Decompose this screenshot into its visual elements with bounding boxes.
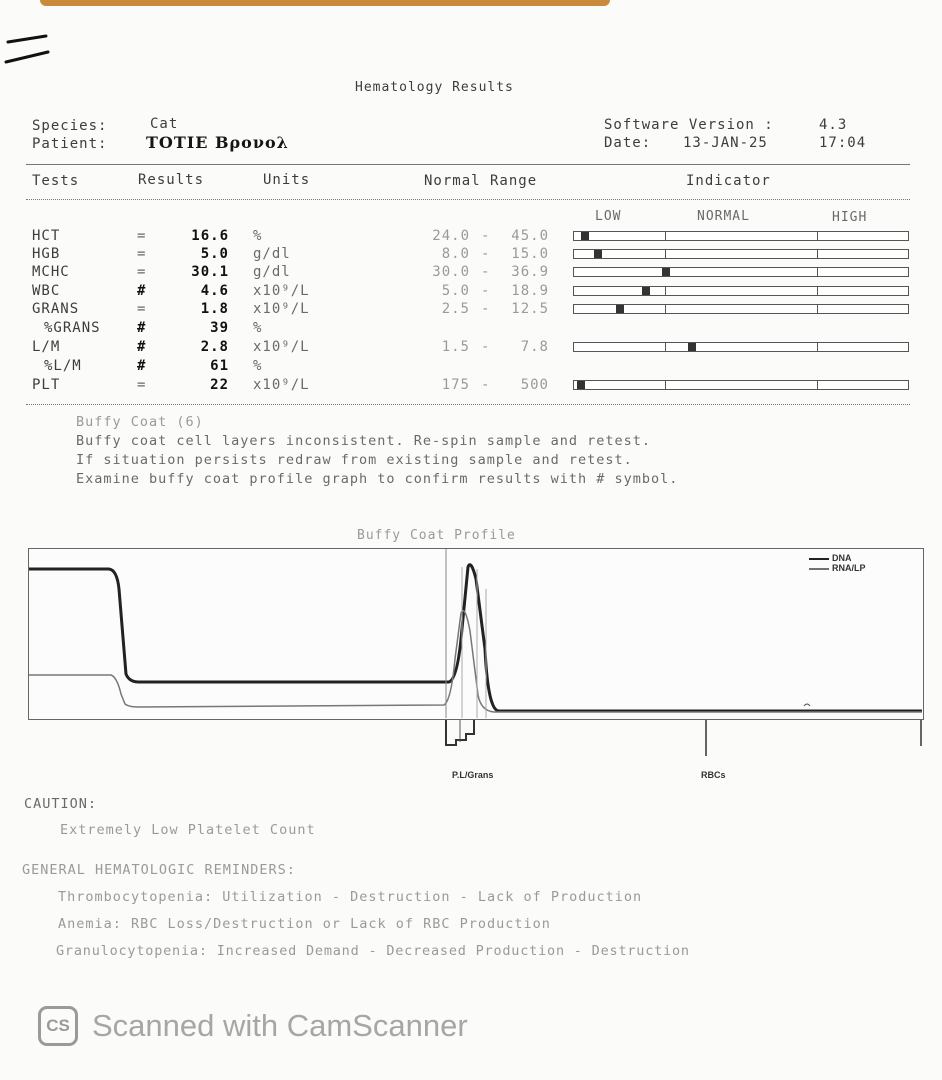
scale-high: HIGH bbox=[832, 210, 868, 225]
buffy-coat-profile-graph bbox=[28, 548, 924, 720]
divider bbox=[26, 404, 910, 405]
header-normal-range: Normal Range bbox=[424, 173, 538, 189]
unit: % bbox=[253, 320, 263, 336]
scale-normal: NORMAL bbox=[697, 209, 750, 224]
note-line: Buffy Coat (6) bbox=[76, 414, 204, 430]
result-value: 30.1 bbox=[191, 264, 229, 280]
divider bbox=[26, 164, 910, 165]
flag: = bbox=[137, 377, 147, 393]
result-value: 1.8 bbox=[200, 301, 229, 317]
marker-rbcs: RBCs bbox=[701, 770, 726, 780]
note-line: Examine buffy coat profile graph to confirm results with # symbol. bbox=[76, 471, 679, 487]
result-value: 16.6 bbox=[191, 228, 229, 244]
range-low: 24.0 bbox=[432, 228, 470, 244]
legend-dna: DNA bbox=[832, 553, 852, 563]
time-value: 17:04 bbox=[819, 135, 867, 151]
range-high: 7.8 bbox=[520, 339, 549, 355]
flag: = bbox=[137, 264, 147, 280]
species-label: Species: bbox=[32, 118, 108, 134]
indicator-bar bbox=[573, 380, 909, 390]
test-name: WBC bbox=[32, 283, 61, 299]
unit: x10⁹/L bbox=[253, 301, 310, 317]
unit: g/dl bbox=[253, 264, 291, 280]
indicator-marker bbox=[577, 381, 585, 389]
range-separator: - bbox=[481, 264, 491, 280]
range-low: 5.0 bbox=[441, 283, 470, 299]
range-low: 30.0 bbox=[432, 264, 470, 280]
result-value: 4.6 bbox=[200, 283, 229, 299]
indicator-marker bbox=[581, 232, 589, 240]
range-separator: - bbox=[481, 283, 491, 299]
reminders-label: GENERAL HEMATOLOGIC REMINDERS: bbox=[22, 862, 296, 878]
unit: g/dl bbox=[253, 246, 291, 262]
indicator-bar bbox=[573, 286, 909, 296]
header-units: Units bbox=[263, 172, 311, 188]
indicator-marker bbox=[594, 250, 602, 258]
patient-value: TOTIE Βρονολ bbox=[146, 133, 289, 152]
range-separator: - bbox=[481, 301, 491, 317]
range-high: 12.5 bbox=[511, 301, 549, 317]
marker-platelets-grans: P.L/Grans bbox=[452, 770, 494, 780]
indicator-marker bbox=[616, 305, 624, 313]
flag: # bbox=[137, 320, 147, 336]
header-tests: Tests bbox=[32, 173, 80, 189]
range-separator: - bbox=[481, 228, 491, 244]
result-value: 5.0 bbox=[200, 246, 229, 262]
unit: x10⁹/L bbox=[253, 283, 310, 299]
test-name: GRANS bbox=[32, 301, 80, 317]
unit: % bbox=[253, 228, 263, 244]
header-results: Results bbox=[138, 172, 205, 188]
date-value: 13-JAN-25 bbox=[683, 135, 768, 151]
indicator-marker bbox=[688, 343, 696, 351]
indicator-bar bbox=[573, 342, 909, 352]
camscanner-logo: CS bbox=[38, 1006, 78, 1046]
handwritten-mark bbox=[4, 28, 54, 73]
flag: # bbox=[137, 339, 147, 355]
test-name: HGB bbox=[32, 246, 61, 262]
header-indicator: Indicator bbox=[686, 173, 771, 189]
test-name: MCHC bbox=[32, 264, 70, 280]
range-high: 18.9 bbox=[511, 283, 549, 299]
range-low: 8.0 bbox=[441, 246, 470, 262]
software-value: 4.3 bbox=[819, 117, 848, 133]
date-label: Date: bbox=[604, 135, 652, 151]
page-title: Hematology Results bbox=[355, 80, 514, 95]
caution-label: CAUTION: bbox=[24, 796, 98, 812]
range-high: 45.0 bbox=[511, 228, 549, 244]
range-low: 175 bbox=[441, 377, 470, 393]
graph-title: Buffy Coat Profile bbox=[357, 528, 516, 543]
range-high: 15.0 bbox=[511, 246, 549, 262]
result-value: 2.8 bbox=[200, 339, 229, 355]
reminder-line: Granulocytopenia: Increased Demand - Decreased Production - Destruction bbox=[56, 943, 690, 959]
range-low: 2.5 bbox=[441, 301, 470, 317]
reminder-line: Anemia: RBC Loss/Destruction or Lack of RBC Production bbox=[58, 916, 551, 932]
note-line: Buffy coat cell layers inconsistent. Re-spin sample and retest. bbox=[76, 433, 652, 449]
indicator-bar bbox=[573, 304, 909, 314]
flag: = bbox=[137, 246, 147, 262]
range-separator: - bbox=[481, 377, 491, 393]
result-value: 22 bbox=[210, 377, 229, 393]
unit: x10⁹/L bbox=[253, 377, 310, 393]
legend-rna-lp: RNA/LP bbox=[832, 563, 866, 573]
divider bbox=[26, 199, 910, 200]
unit: x10⁹/L bbox=[253, 339, 310, 355]
range-low: 1.5 bbox=[441, 339, 470, 355]
scale-low: LOW bbox=[595, 209, 622, 224]
range-separator: - bbox=[481, 246, 491, 262]
camscanner-watermark: Scanned with CamScanner bbox=[92, 1008, 468, 1043]
paper-edge bbox=[40, 0, 610, 6]
range-high: 500 bbox=[520, 377, 549, 393]
flag: # bbox=[137, 283, 147, 299]
unit: % bbox=[253, 358, 263, 374]
indicator-marker bbox=[642, 287, 650, 295]
software-label: Software Version : bbox=[604, 117, 774, 133]
indicator-bar bbox=[573, 267, 909, 277]
flag: # bbox=[137, 358, 147, 374]
caution-text: Extremely Low Platelet Count bbox=[60, 822, 316, 838]
result-value: 61 bbox=[210, 358, 229, 374]
note-line: If situation persists redraw from existing sample and retest. bbox=[76, 452, 633, 468]
range-separator: - bbox=[481, 339, 491, 355]
reminder-line: Thrombocytopenia: Utilization - Destruction - Lack of Production bbox=[58, 889, 643, 905]
flag: = bbox=[137, 301, 147, 317]
indicator-bar bbox=[573, 249, 909, 259]
test-name: HCT bbox=[32, 228, 61, 244]
range-high: 36.9 bbox=[511, 264, 549, 280]
test-name: %L/M bbox=[44, 358, 82, 374]
indicator-marker bbox=[662, 268, 670, 276]
test-name: PLT bbox=[32, 377, 61, 393]
graph-markers bbox=[440, 720, 925, 768]
species-value: Cat bbox=[150, 116, 179, 132]
test-name: %GRANS bbox=[44, 320, 101, 336]
patient-label: Patient: bbox=[32, 136, 108, 152]
result-value: 39 bbox=[210, 320, 229, 336]
test-name: L/M bbox=[32, 339, 61, 355]
flag: = bbox=[137, 228, 147, 244]
indicator-bar bbox=[573, 231, 909, 241]
